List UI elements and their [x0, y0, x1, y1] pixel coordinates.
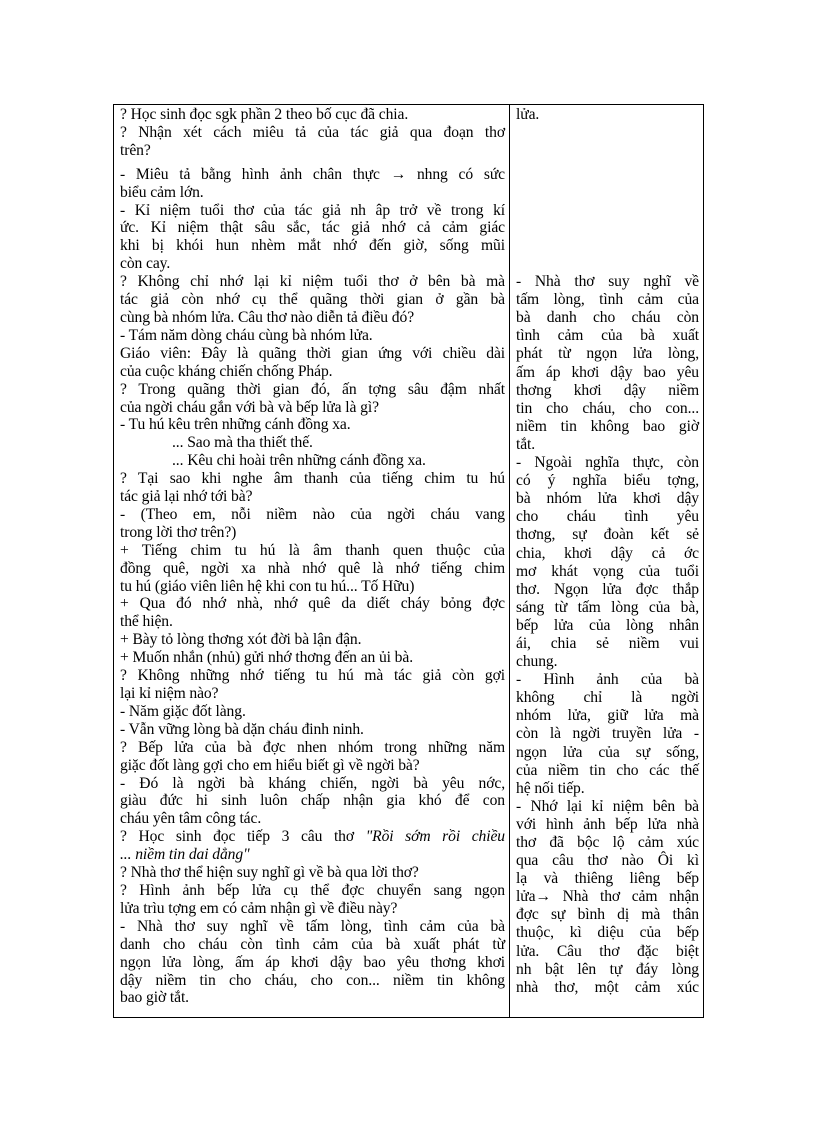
- text-line: [120, 142, 505, 160]
- text-line: [120, 542, 505, 560]
- line-text: không chỉ là ngời: [516, 689, 699, 707]
- text-line: [120, 810, 505, 828]
- text-line: [516, 780, 699, 798]
- line-text: khi bị khói hun nhèm mắt nhớ đến giờ, sống mũi: [120, 237, 505, 255]
- text-line: [120, 506, 505, 524]
- line-text: - Ngoài nghĩa thực, còn: [516, 454, 699, 472]
- line-text: ái, chia sẻ niềm vui: [516, 634, 699, 652]
- line-text: + Muốn nhắn (nhủ) gửi nhớ thơng đến an ủi bà.: [120, 649, 413, 667]
- text-line: [120, 327, 505, 345]
- spacer: [516, 124, 699, 273]
- line-text: tác giả còn nhớ cụ thể quãng thời gian ở gần bà: [120, 291, 505, 309]
- text-line: [120, 524, 505, 542]
- text-line: [516, 725, 699, 743]
- text-line: [516, 418, 699, 436]
- line-text: bếp lửa của lòng nhân: [516, 616, 699, 634]
- line-text: - Nhà thơ suy nghĩ về tấm lòng, tình cảm của bà: [120, 917, 505, 935]
- line-text: nh bật lên tự đáy lòng: [516, 960, 699, 978]
- line-text: + Bày tỏ lòng thơng xót đời bà lận đận.: [120, 631, 362, 649]
- text-line: [120, 757, 505, 775]
- text-line: [516, 671, 699, 689]
- text-line: [120, 649, 505, 667]
- line-text: ? Nhà thơ thể hiện suy nghĩ gì về bà qua lời thơ?: [120, 864, 419, 882]
- text-line: [120, 989, 505, 1007]
- line-text: ? Trong quãng thời gian đó, ấn tợng sâu đậm nhất: [120, 380, 505, 398]
- text-line: [516, 762, 699, 780]
- line-text: - Nhà thơ suy nghĩ về: [516, 273, 699, 291]
- text-line: [120, 685, 505, 703]
- line-text: của ngời cháu gắn với bà và bếp lửa là gì?: [120, 398, 379, 416]
- line-text: ngọn lửa lòng, ấm áp khơi dậy bao yêu thơng khơi: [120, 953, 505, 971]
- line-text: - Hình ảnh của bà: [516, 671, 699, 689]
- text-line: [120, 613, 505, 631]
- line-text: ? Không những nhớ tiếng tu hú mà tác giả còn gợi: [120, 667, 505, 685]
- line-text: ? Học sinh đọc sgk phần 2 theo bố cục đã chia.: [120, 106, 409, 123]
- text-line: [516, 526, 699, 544]
- line-text: lửa trìu tợng em có cảm nhận gì về điều này?: [120, 899, 398, 917]
- text-line: [516, 454, 699, 472]
- line-text: - Miêu tả bằng hình ảnh chân thực → nhng có sức: [120, 165, 505, 183]
- text-line: [120, 452, 505, 470]
- line-text: tu hú (giáo viên liên hệ khi con tu hú... Tố Hữu): [120, 577, 415, 595]
- text-line: [120, 291, 505, 309]
- text-line: [120, 900, 505, 918]
- line-text: ? Nhận xét cách miêu tả của tác giả qua đoạn thơ: [120, 123, 505, 141]
- text-line: [516, 309, 699, 327]
- line-text: + Tiếng chim tu hú là âm thanh quen thuộc của: [120, 541, 505, 559]
- line-text: bao giờ tắt.: [120, 989, 189, 1007]
- line-text: nhà thơ, một cảm xúc: [516, 978, 699, 996]
- line-text: ? Tại sao khi nghe âm thanh của tiếng chim tu hú: [120, 470, 505, 488]
- text-line: [516, 563, 699, 581]
- line-text: ấm áp khơi dậy bao yêu: [516, 363, 699, 381]
- text-line: [516, 345, 699, 363]
- text-line: [516, 924, 699, 942]
- line-text: còn cay.: [120, 255, 171, 273]
- line-text: thơ. Ngọn lửa đợc thắp: [516, 580, 699, 598]
- text-line: [120, 667, 505, 685]
- line-text: ... Kêu chi hoài trên những cánh đồng xa.: [172, 452, 426, 470]
- text-line: [120, 488, 505, 506]
- line-text: bà danh cho cháu còn: [516, 309, 699, 327]
- line-text: ... Sao mà tha thiết thế.: [172, 434, 313, 452]
- text-line: [516, 581, 699, 599]
- text-line: [516, 707, 699, 725]
- text-line: [516, 979, 699, 997]
- line-text: tắt.: [516, 435, 536, 453]
- line-text: của niềm tin cho các thế: [516, 761, 699, 779]
- text-line: [516, 472, 699, 490]
- content-column: [510, 105, 703, 1017]
- text-line: [120, 434, 505, 452]
- line-text: giặc đốt làng gợi cho em hiểu biết gì về ngời bà?: [120, 756, 420, 774]
- text-line: [120, 721, 505, 739]
- line-text: trên?: [120, 141, 151, 159]
- text-line: [120, 202, 505, 220]
- text-line: [516, 943, 699, 961]
- line-text: cùng bà nhóm lửa. Câu thơ nào diễn tả điều đó?: [120, 308, 415, 326]
- line-text: ngọn lửa của sự sống,: [516, 743, 699, 761]
- text-line: [516, 545, 699, 563]
- line-text: ức. Kỉ niệm thật sâu sắc, tác giả nhớ cả cảm giác: [120, 219, 505, 237]
- text-line: [516, 106, 699, 124]
- line-text: chung.: [516, 653, 558, 671]
- text-line: [120, 273, 505, 291]
- line-text: lạ và thiêng liêng bếp: [516, 870, 699, 888]
- text-line: [516, 798, 699, 816]
- text-line: [516, 599, 699, 617]
- line-text: danh cho cháu còn tình cảm của bà xuất phát từ: [120, 935, 505, 953]
- text-line: [120, 775, 505, 793]
- line-text: - Tám năm dòng cháu cùng bà nhóm lửa.: [120, 326, 373, 344]
- line-text: lửa→ Nhà thơ cảm nhận: [516, 888, 699, 906]
- line-text: qua câu thơ nào Ôi kì: [516, 852, 699, 870]
- activity-column: [114, 105, 509, 1017]
- line-text: tình cảm của bà xuất: [516, 327, 699, 345]
- line-text: - Đó là ngời bà kháng chiến, ngời bà yêu nớc,: [120, 774, 505, 792]
- line-text: nhóm lửa, giữ lửa mà: [516, 707, 699, 725]
- text-line: [516, 870, 699, 888]
- text-line: [120, 255, 505, 273]
- line-text: mơ khát vọng của tuổi: [516, 562, 699, 580]
- line-text: ? Bếp lửa của bà đợc nhen nhóm trong những năm: [120, 738, 505, 756]
- text-line: [120, 416, 505, 434]
- text-line: [516, 436, 699, 454]
- text-line: [516, 689, 699, 707]
- line-text: - (Theo em, nỗi niềm nào của ngời cháu vang: [120, 505, 505, 523]
- line-text: đồng quê, ngời xa nhà nhớ quê là nhớ tiếng chim: [120, 559, 505, 577]
- line-text: thuộc, kì diệu của bếp: [516, 924, 699, 942]
- line-text: có ý nghĩa biểu tợng,: [516, 472, 699, 490]
- line-text: còn là ngời truyền lửa -: [516, 725, 699, 743]
- line-text: chia, khơi dậy cả ớc: [516, 544, 699, 562]
- line-text: dậy niềm tin cho cháu, cho con... niềm tin không: [120, 971, 505, 989]
- line-text: - Nhớ lại kỉ niệm bên bà: [516, 797, 699, 815]
- text-line: [516, 653, 699, 671]
- text-line: [120, 972, 505, 990]
- line-text: ? Học sinh đọc tiếp 3 câu thơ: [120, 828, 366, 846]
- text-line: [516, 635, 699, 653]
- text-line: [120, 954, 505, 972]
- text-line: [120, 219, 505, 237]
- line-text: tấm lòng, tình cảm của: [516, 291, 699, 309]
- line-text: đợc sự bình dị mà thân: [516, 906, 699, 924]
- line-text: bà nhóm lửa khơi dậy: [516, 490, 699, 508]
- text-line: [120, 184, 505, 202]
- line-text: lửa.: [516, 106, 540, 123]
- text-line: [516, 744, 699, 762]
- text-line: [120, 381, 505, 399]
- text-line: [516, 327, 699, 345]
- text-line: [120, 470, 505, 488]
- text-line: [120, 882, 505, 900]
- text-line: [516, 906, 699, 924]
- text-line: [516, 490, 699, 508]
- text-line: [516, 888, 699, 906]
- text-line: [120, 345, 505, 363]
- line-text: - Vẫn vững lòng bà dặn cháu đinh ninh.: [120, 720, 364, 738]
- text-line: [120, 578, 505, 596]
- text-line: [120, 399, 505, 417]
- text-line: [120, 363, 505, 381]
- line-text: thơ đã bộc lộ cảm xúc: [516, 834, 699, 851]
- text-line: [120, 106, 505, 124]
- line-text: ? Hình ảnh bếp lửa cụ thể đợc chuyển sang ngọn: [120, 881, 505, 899]
- line-text: - Tu hú kêu trên những cánh đồng xa.: [120, 416, 351, 434]
- text-line: [120, 166, 505, 184]
- text-line: [120, 918, 505, 936]
- text-line: [516, 364, 699, 382]
- text-line: [516, 852, 699, 870]
- line-text: - Năm giặc đốt làng.: [120, 702, 246, 720]
- line-text: thơng, sự đoàn kết sẻ: [516, 526, 699, 544]
- text-line: [516, 508, 699, 526]
- text-line: [120, 631, 505, 649]
- text-line: [516, 834, 699, 852]
- text-line: [516, 273, 699, 291]
- text-line: [120, 739, 505, 757]
- text-line: [120, 124, 505, 142]
- text-line: [120, 237, 505, 255]
- line-text: cháu yên tâm công tác.: [120, 810, 262, 828]
- text-line: [120, 846, 505, 864]
- line-text: với hình ảnh bếp lửa nhà: [516, 815, 699, 833]
- italic-quote: "Rồi sớm rồi chiều: [365, 828, 506, 846]
- line-text: cho cháu tình yêu: [516, 508, 699, 526]
- text-line: [120, 309, 505, 327]
- text-line: [516, 400, 699, 418]
- text-line: [120, 936, 505, 954]
- italic-quote: ... niềm tin dai dẳng": [120, 846, 250, 864]
- line-text: biểu cảm lớn.: [120, 183, 204, 201]
- line-text: trong lời thơ trên?): [120, 523, 237, 541]
- text-line: [120, 703, 505, 721]
- line-text: Giáo viên: Đây là quãng thời gian ứng với chiều dài: [120, 344, 505, 362]
- line-text: - Kỉ niệm tuổi thơ của tác giả nh âp trở về trong kí: [120, 201, 505, 219]
- line-text: lại kỉ niệm nào?: [120, 685, 219, 702]
- line-text: ? Không chỉ nhớ lại kỉ niệm tuổi thơ ở bên bà mà: [120, 273, 505, 291]
- text-line: [516, 291, 699, 309]
- line-text: sáng từ tấm lòng của bà,: [516, 598, 699, 616]
- line-text: lửa. Câu thơ đặc biệt: [516, 942, 699, 960]
- text-line: [516, 617, 699, 635]
- line-text: hệ nối tiếp.: [516, 779, 585, 797]
- lesson-table: [113, 104, 704, 1018]
- text-line: [120, 560, 505, 578]
- line-text: của cuộc kháng chiến chống Pháp.: [120, 362, 333, 380]
- text-line: [120, 864, 505, 882]
- text-line: [516, 382, 699, 400]
- text-line: [120, 828, 505, 846]
- line-text: giàu đức hi sinh luôn chấp nhận gia khó để con: [120, 792, 505, 810]
- line-text: thể hiện.: [120, 613, 173, 631]
- line-text: niềm tin không bao giờ: [516, 417, 699, 435]
- text-line: [516, 961, 699, 979]
- line-text: + Qua đó nhớ nhà, nhớ quê da diết cháy bỏng đợc: [120, 595, 505, 613]
- line-text: thơng khơi dậy niềm: [516, 381, 699, 399]
- line-text: phát từ ngọn lửa lòng,: [516, 345, 699, 363]
- text-line: [516, 816, 699, 834]
- line-text: tác giả lại nhớ tới bà?: [120, 488, 253, 506]
- line-text: tin cho cháu, cho con...: [516, 399, 699, 417]
- text-line: [120, 595, 505, 613]
- text-line: [120, 792, 505, 810]
